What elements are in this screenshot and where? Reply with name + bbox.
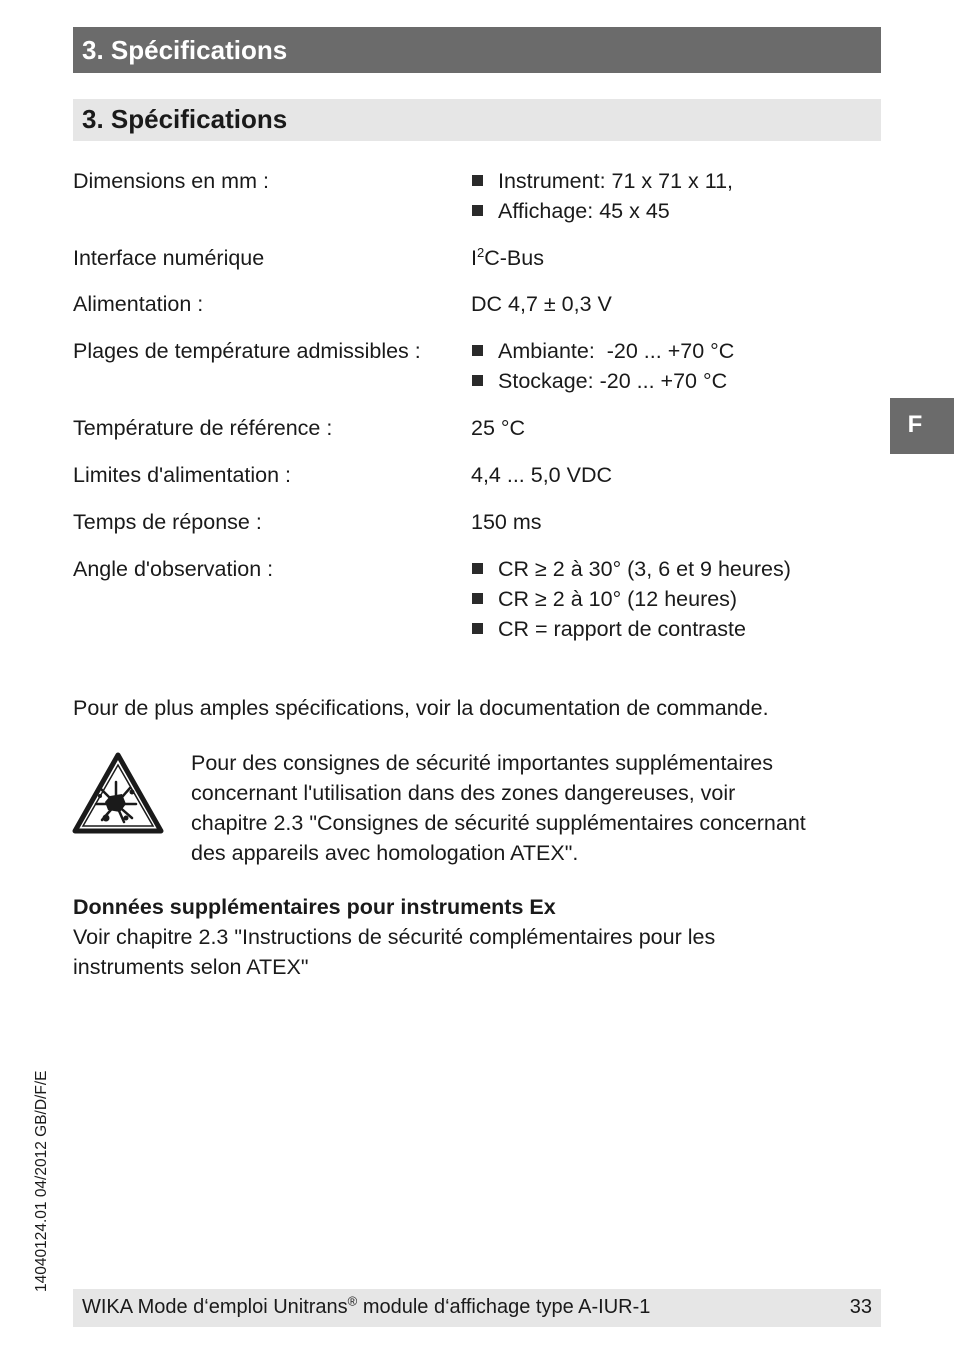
- spec-bullet: Affichage: 45 x 45: [471, 196, 733, 226]
- chapter-header-bar: [73, 27, 881, 73]
- more-info-paragraph: Pour de plus amples spécifications, voir la documentation de commande.: [73, 696, 769, 720]
- spec-label: Dimensions en mm :: [73, 169, 269, 193]
- spec-label: Temps de réponse :: [73, 510, 262, 534]
- spec-value: DC 4,7 ± 0,3 V: [471, 292, 612, 316]
- spec-bullet: CR ≥ 2 à 10° (12 heures): [471, 584, 791, 614]
- spec-value: 25 °C: [471, 416, 526, 440]
- bullet-square-icon: [472, 345, 483, 356]
- bullet-square-icon: [472, 175, 483, 186]
- chapter-title: 3. Spécifications: [82, 35, 288, 65]
- spec-bullet: CR ≥ 2 à 30° (3, 6 et 9 heures): [471, 554, 791, 584]
- document-code: 14040124.01 04/2012 GB/D/F/E: [33, 1070, 50, 1292]
- language-tab: [890, 398, 954, 454]
- spec-value: 150 ms: [471, 510, 542, 534]
- footer-text: WIKA Mode d‘emploi Unitrans® module d‘affichage type A-IUR-1: [82, 1293, 651, 1318]
- bullet-square-icon: [472, 563, 483, 574]
- spec-value: 4,4 ... 5,0 VDC: [471, 463, 613, 487]
- spec-value: [471, 336, 734, 396]
- page-footer: [73, 1289, 881, 1327]
- page-number: 33: [849, 1296, 872, 1318]
- spec-value: $I^2C$-Bus: [471, 244, 544, 270]
- spec-label: Interface numérique: [73, 246, 265, 270]
- ex-data-block: [73, 892, 881, 982]
- spec-label: Angle d'observation :: [73, 557, 274, 581]
- explosion-warning-icon: [72, 752, 164, 834]
- warning-line: des appareils avec homologation ATEX".: [191, 841, 579, 865]
- spec-value: [471, 554, 791, 644]
- bullet-square-icon: [472, 205, 483, 216]
- spec-bullet: Stockage: -20 ... +70 °C: [471, 366, 734, 396]
- section-title: 3. Spécifications: [82, 104, 288, 134]
- spec-bullet: Instrument: 71 x 71 x 11,: [471, 166, 733, 196]
- bullet-square-icon: [472, 623, 483, 634]
- ex-data-title: Données supplémentaires pour instruments Ex: [73, 895, 556, 919]
- spec-bullet: Ambiante: -20 ... +70 °C: [471, 336, 734, 366]
- warning-line: Pour des consignes de sécurité importantes supplémentaires: [191, 751, 774, 775]
- language-tab-label: F: [907, 411, 923, 438]
- bullet-square-icon: [472, 375, 483, 386]
- warning-line: chapitre 2.3 "Consignes de sécurité supplémentaires concernant: [191, 811, 806, 835]
- spec-label: Température de référence :: [73, 416, 333, 440]
- ex-data-line: instruments selon ATEX": [73, 955, 309, 979]
- spec-label: Plages de température admissibles :: [73, 339, 421, 363]
- spec-bullet: CR = rapport de contraste: [471, 614, 791, 644]
- spec-label: Limites d'alimentation :: [73, 463, 292, 487]
- spec-value: [471, 166, 733, 226]
- spec-label: Alimentation :: [73, 292, 204, 316]
- ex-data-line: Voir chapitre 2.3 "Instructions de sécurité complémentaires pour les: [73, 925, 716, 949]
- warning-line: concernant l'utilisation dans des zones dangereuses, voir: [191, 781, 736, 805]
- warning-text: [191, 748, 881, 868]
- bullet-square-icon: [472, 593, 483, 604]
- section-header-bar: [73, 99, 881, 141]
